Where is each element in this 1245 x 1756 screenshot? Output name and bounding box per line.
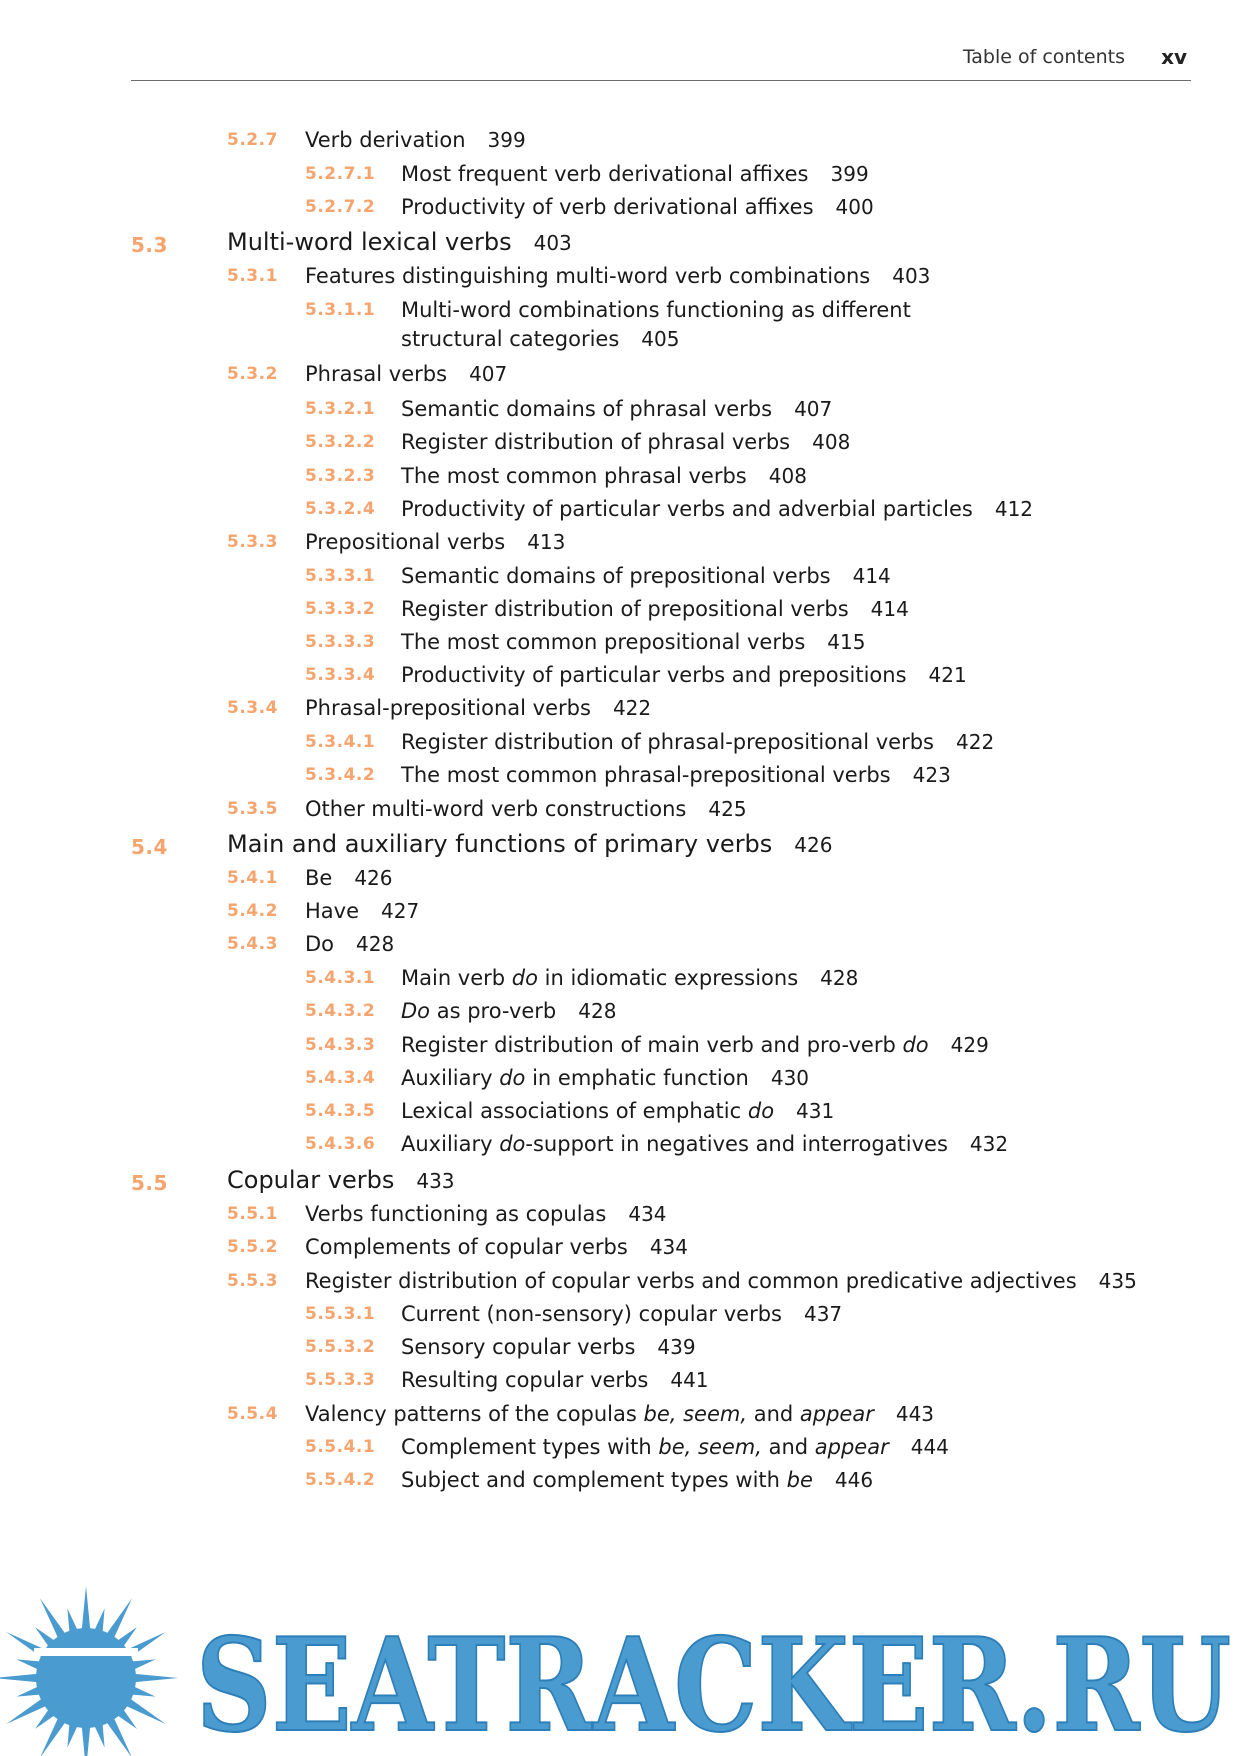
toc-entry-title: [401, 395, 832, 424]
watermark-text: SEATRACKER.RU: [196, 1611, 1231, 1756]
sun-ray: [125, 1698, 166, 1724]
toc-entry-title-part: Multi-word combinations functioning as different: [401, 298, 911, 322]
toc-entry-title: [305, 360, 507, 389]
toc-entry-title: [401, 325, 679, 354]
toc-entry-number: 5.3.5: [227, 799, 278, 819]
header-title: Table of contents: [962, 46, 1125, 68]
toc-entry-page: 433: [416, 1169, 455, 1193]
toc-entry-title-part: The most common prepositional verbs: [401, 630, 806, 654]
toc-entry-title-part: do: [499, 1132, 526, 1156]
toc-entry-title: [401, 495, 1033, 524]
toc-entry-title-part: -support in negatives and interrogatives: [525, 1132, 948, 1156]
toc-entry-title-part: Valency patterns of the copulas: [305, 1402, 644, 1426]
toc-entry-title: [305, 1233, 688, 1262]
toc-entry-number: 5.4.3.1: [305, 968, 376, 988]
toc-entry-page: 421: [928, 663, 967, 687]
toc-entry-page: 414: [852, 564, 891, 588]
toc-entry-page: 413: [527, 530, 566, 554]
toc-entry-title: [305, 1267, 1137, 1296]
toc-entry-title-part: do: [902, 1033, 929, 1057]
toc-entry-page: 443: [895, 1402, 935, 1426]
toc-entry-number: 5.2.7.1: [305, 164, 376, 184]
toc-entry-number: 5.3.3.1: [305, 566, 376, 586]
toc-entry-page: 425: [708, 797, 747, 821]
toc-entry-title-part: Register distribution of prepositional verbs: [401, 597, 849, 621]
toc-entry-title-part: Resulting copular verbs: [401, 1368, 649, 1392]
toc-entry-title: [305, 262, 930, 291]
toc-entry-title: [305, 864, 393, 893]
toc-entry-title: [401, 1300, 842, 1329]
toc-entry-title-part: Be: [305, 866, 333, 890]
toc-entry-title-part: Register distribution of phrasal-prepositional verbs: [401, 730, 934, 754]
toc-entry-title-part: The most common phrasal-prepositional verbs: [401, 763, 891, 787]
toc-entry-title-part: Register distribution of phrasal verbs: [401, 430, 791, 454]
sun-ray: [40, 1598, 66, 1639]
toc-entry-title-part: be, seem,: [658, 1435, 762, 1459]
toc-entry-number: 5.5.3.2: [305, 1337, 376, 1357]
toc-entry-number: 5.5.4.2: [305, 1470, 376, 1490]
toc-entry-title-part: Most frequent verb derivational affixes: [401, 162, 809, 186]
toc-entry-number: 5.5.2: [227, 1237, 278, 1257]
toc-entry-title-part: Other multi-word verb constructions: [305, 797, 687, 821]
toc-entry-title: [401, 661, 967, 690]
toc-entry-page: 414: [870, 597, 909, 621]
toc-entry-title-part: Multi-word lexical verbs: [227, 228, 512, 256]
toc-entry-title-part: Do: [401, 999, 431, 1023]
toc-entry-title-part: and: [747, 1402, 800, 1426]
toc-entry-page: 430: [770, 1066, 810, 1090]
toc-entry-page: 428: [578, 999, 617, 1023]
toc-entry-title: [401, 1031, 989, 1060]
toc-entry-page: 434: [628, 1202, 667, 1226]
toc-entry-page: 427: [381, 899, 420, 923]
toc-entry-title: [401, 562, 891, 591]
toc-entry-title: [401, 1433, 949, 1462]
toc-entry-title: [305, 126, 526, 155]
toc-entry-page: 426: [794, 833, 833, 857]
toc-entry-title: [401, 296, 911, 325]
toc-entry-title-part: Features distinguishing multi-word verb combinations: [305, 264, 871, 288]
toc-entry-number: 5.3.4.2: [305, 765, 376, 785]
sun-ray: [106, 1717, 132, 1756]
toc-entry-title-part: Productivity of particular verbs and prepositions: [401, 663, 907, 687]
toc-entry-number: 5.2.7.2: [305, 197, 376, 217]
toc-entry-page: 407: [469, 362, 508, 386]
toc-entry-title-part: Register distribution of copular verbs and common predicative adjectives: [305, 1269, 1077, 1293]
toc-entry-page: 441: [670, 1368, 709, 1392]
toc-entry-number: 5.3.3.4: [305, 665, 376, 685]
toc-entry-page: 428: [820, 966, 859, 990]
running-header: [131, 40, 1191, 81]
toc-entry-title: [401, 1097, 834, 1126]
toc-entry-number: 5.3.2: [227, 364, 278, 384]
toc-entry-title-part: Verbs functioning as copulas: [305, 1202, 607, 1226]
toc-entry-number: 5.3.3: [227, 532, 278, 552]
toc-entry-number: 5.5.4.1: [305, 1437, 376, 1457]
toc-entry-title-part: Lexical associations of emphatic: [401, 1099, 748, 1123]
toc-entry-title-part: appear: [814, 1435, 889, 1459]
toc-entry-page: 444: [910, 1435, 949, 1459]
toc-entry-number: 5.4: [131, 835, 168, 859]
toc-entry-title-part: appear: [799, 1402, 874, 1426]
toc-entry-title: [305, 930, 394, 959]
toc-entry-title-part: Verb derivation: [305, 128, 466, 152]
toc-entry-title: [227, 1166, 455, 1196]
toc-entry-title: [227, 830, 832, 860]
toc-entry-title: [401, 160, 869, 189]
watermark: [0, 1580, 1245, 1756]
toc-entry-title-part: Main and auxiliary functions of primary verbs: [227, 830, 773, 858]
toc-entry-number: 5.5.4: [227, 1404, 278, 1424]
toc-entry-number: 5.3.1.1: [305, 300, 376, 320]
toc-entry-number: 5.3.4.1: [305, 732, 376, 752]
sun-ray: [6, 1698, 46, 1724]
toc-entry-page: 423: [912, 763, 951, 787]
toc-entry-page: 428: [356, 932, 395, 956]
toc-entry-title-part: Auxiliary: [401, 1132, 500, 1156]
toc-entry-title: [305, 795, 747, 824]
toc-entry-title-part: structural categories: [401, 327, 620, 351]
toc-entry-number: 5.3.4: [227, 698, 278, 718]
toc-entry-title: [305, 1200, 667, 1229]
toc-entry-title-part: Complement types with: [401, 1435, 659, 1459]
toc-entry-title: [401, 628, 865, 657]
toc-entry-page: 403: [892, 264, 931, 288]
toc-entry-title: [401, 1130, 1008, 1159]
toc-entry-title-part: Productivity of verb derivational affixes: [401, 195, 814, 219]
toc-entry-number: 5.4.3.6: [305, 1134, 376, 1154]
toc-entry-title-part: Productivity of particular verbs and adverbial particles: [401, 497, 973, 521]
toc-entry-number: 5.3.1: [227, 266, 278, 286]
toc-entry-page: 437: [803, 1302, 843, 1326]
toc-entry-page: 439: [657, 1335, 696, 1359]
toc-entry-page: 434: [649, 1235, 688, 1259]
toc-entry-title-part: Sensory copular verbs: [401, 1335, 636, 1359]
toc-entry-page: 412: [994, 497, 1034, 521]
toc-entry-title: [305, 528, 565, 557]
toc-entry-number: 5.5.1: [227, 1204, 278, 1224]
toc-entry-number: 5.4.3: [227, 934, 278, 954]
toc-entry-number: 5.5.3: [227, 1271, 278, 1291]
toc-entry-page: 405: [641, 327, 680, 351]
sun-horizon-line: [34, 1648, 138, 1656]
toc-entry-number: 5.3.2.1: [305, 399, 376, 419]
toc-entry-title-part: and: [761, 1435, 815, 1459]
toc-entry-title: [401, 193, 874, 222]
toc-entry-page: 403: [533, 231, 572, 255]
toc-entry-title: [401, 1466, 873, 1495]
toc-entry-title: [401, 997, 616, 1026]
toc-entry-title-part: The most common phrasal verbs: [401, 464, 747, 488]
toc-entry-number: 5.3.3.2: [305, 599, 376, 619]
toc-entry-title: [305, 1400, 934, 1429]
toc-entry-title: [401, 964, 858, 993]
toc-entry-number: 5.5: [131, 1171, 168, 1195]
toc-entry-title-part: be: [786, 1468, 813, 1492]
toc-entry-number: 5.4.2: [227, 901, 278, 921]
sun-ray: [40, 1717, 66, 1756]
toc-entry-title-part: Current (non-sensory) copular verbs: [401, 1302, 782, 1326]
toc-entry-title-part: do: [499, 1066, 526, 1090]
toc-entry-number: 5.3.2.2: [305, 432, 376, 452]
toc-entry-title: [401, 1064, 809, 1093]
header-page-number: xv: [1161, 45, 1187, 69]
toc-entry-title-part: Semantic domains of prepositional verbs: [401, 564, 831, 588]
toc-entry-title: [227, 228, 572, 258]
toc-entry-title: [305, 694, 651, 723]
toc-entry-page: 408: [812, 430, 851, 454]
toc-entry-page: 431: [796, 1099, 835, 1123]
toc-entry-page: 399: [487, 128, 526, 152]
toc-entry-number: 5.4.3.2: [305, 1001, 376, 1021]
toc-entry-title-part: Phrasal-prepositional verbs: [305, 696, 591, 720]
toc-entry-page: 446: [834, 1468, 874, 1492]
toc-entry-number: 5.3.2.4: [305, 499, 376, 519]
toc-entry-number: 5.3.3.3: [305, 632, 376, 652]
toc-entry-page: 408: [768, 464, 807, 488]
toc-entry-title-part: in emphatic function: [525, 1066, 749, 1090]
toc-entry-page: 422: [956, 730, 995, 754]
toc-entry-title-part: Copular verbs: [227, 1166, 395, 1194]
toc-entry-number: 5.5.3.3: [305, 1370, 376, 1390]
toc-entry-number: 5.4.3.5: [305, 1101, 376, 1121]
toc-entry-title-part: Main verb: [401, 966, 512, 990]
toc-entry-title-part: do: [511, 966, 538, 990]
toc-entry-title: [401, 728, 994, 757]
toc-entry-title-part: Auxiliary: [401, 1066, 500, 1090]
toc-entry-number: 5.4.1: [227, 868, 278, 888]
toc-entry-page: 426: [354, 866, 393, 890]
toc-entry-page: 399: [830, 162, 869, 186]
toc-entry-title: [401, 462, 807, 491]
toc-entry-number: 5.3.2.3: [305, 466, 376, 486]
toc-entry-page: 435: [1098, 1269, 1137, 1293]
toc-entry-page: 422: [612, 696, 652, 720]
toc-entry-title-part: Semantic domains of phrasal verbs: [401, 397, 773, 421]
toc-entry-title: [401, 428, 850, 457]
toc-entry-title-part: as pro-verb: [430, 999, 557, 1023]
toc-entry-page: 415: [827, 630, 866, 654]
toc-entry-number: 5.4.3.4: [305, 1068, 376, 1088]
toc-entry-number: 5.2.7: [227, 130, 278, 150]
toc-entry-page: 407: [794, 397, 833, 421]
toc-entry-page: 429: [950, 1033, 989, 1057]
toc-entry-title-part: Do: [305, 932, 335, 956]
sun-ray: [0, 1674, 38, 1683]
toc-entry-number: 5.3: [131, 233, 168, 257]
toc-entry-title: [305, 897, 419, 926]
sunburst-logo: [0, 1586, 178, 1756]
toc-entry-title-part: Prepositional verbs: [305, 530, 506, 554]
toc-entry-number: 5.4.3.3: [305, 1035, 376, 1055]
toc-entry-page: 400: [835, 195, 874, 219]
sun-ray: [134, 1674, 178, 1683]
toc-entry-title-part: Have: [305, 899, 360, 923]
sun-disc: [36, 1628, 136, 1728]
toc-entry-title: [401, 595, 909, 624]
toc-entry-page: 432: [969, 1132, 1009, 1156]
toc-entry-title-part: in idiomatic expressions: [537, 966, 799, 990]
toc-entry-number: 5.5.3.1: [305, 1304, 376, 1324]
toc-entry-title: [401, 761, 951, 790]
toc-entry-title: [401, 1366, 709, 1395]
toc-entry-title-part: do: [747, 1099, 775, 1123]
toc-entry-title-part: Phrasal verbs: [305, 362, 448, 386]
sun-ray: [82, 1726, 91, 1756]
toc-entry-title-part: Register distribution of main verb and pro-verb: [401, 1033, 903, 1057]
toc-entry-title-part: Complements of copular verbs: [305, 1235, 628, 1259]
toc-entry-title-part: Subject and complement types with: [401, 1468, 787, 1492]
sun-ray: [82, 1586, 91, 1630]
sun-ray: [106, 1598, 132, 1639]
toc-entry-title-part: be, seem,: [643, 1402, 748, 1426]
toc-entry-title: [401, 1333, 696, 1362]
